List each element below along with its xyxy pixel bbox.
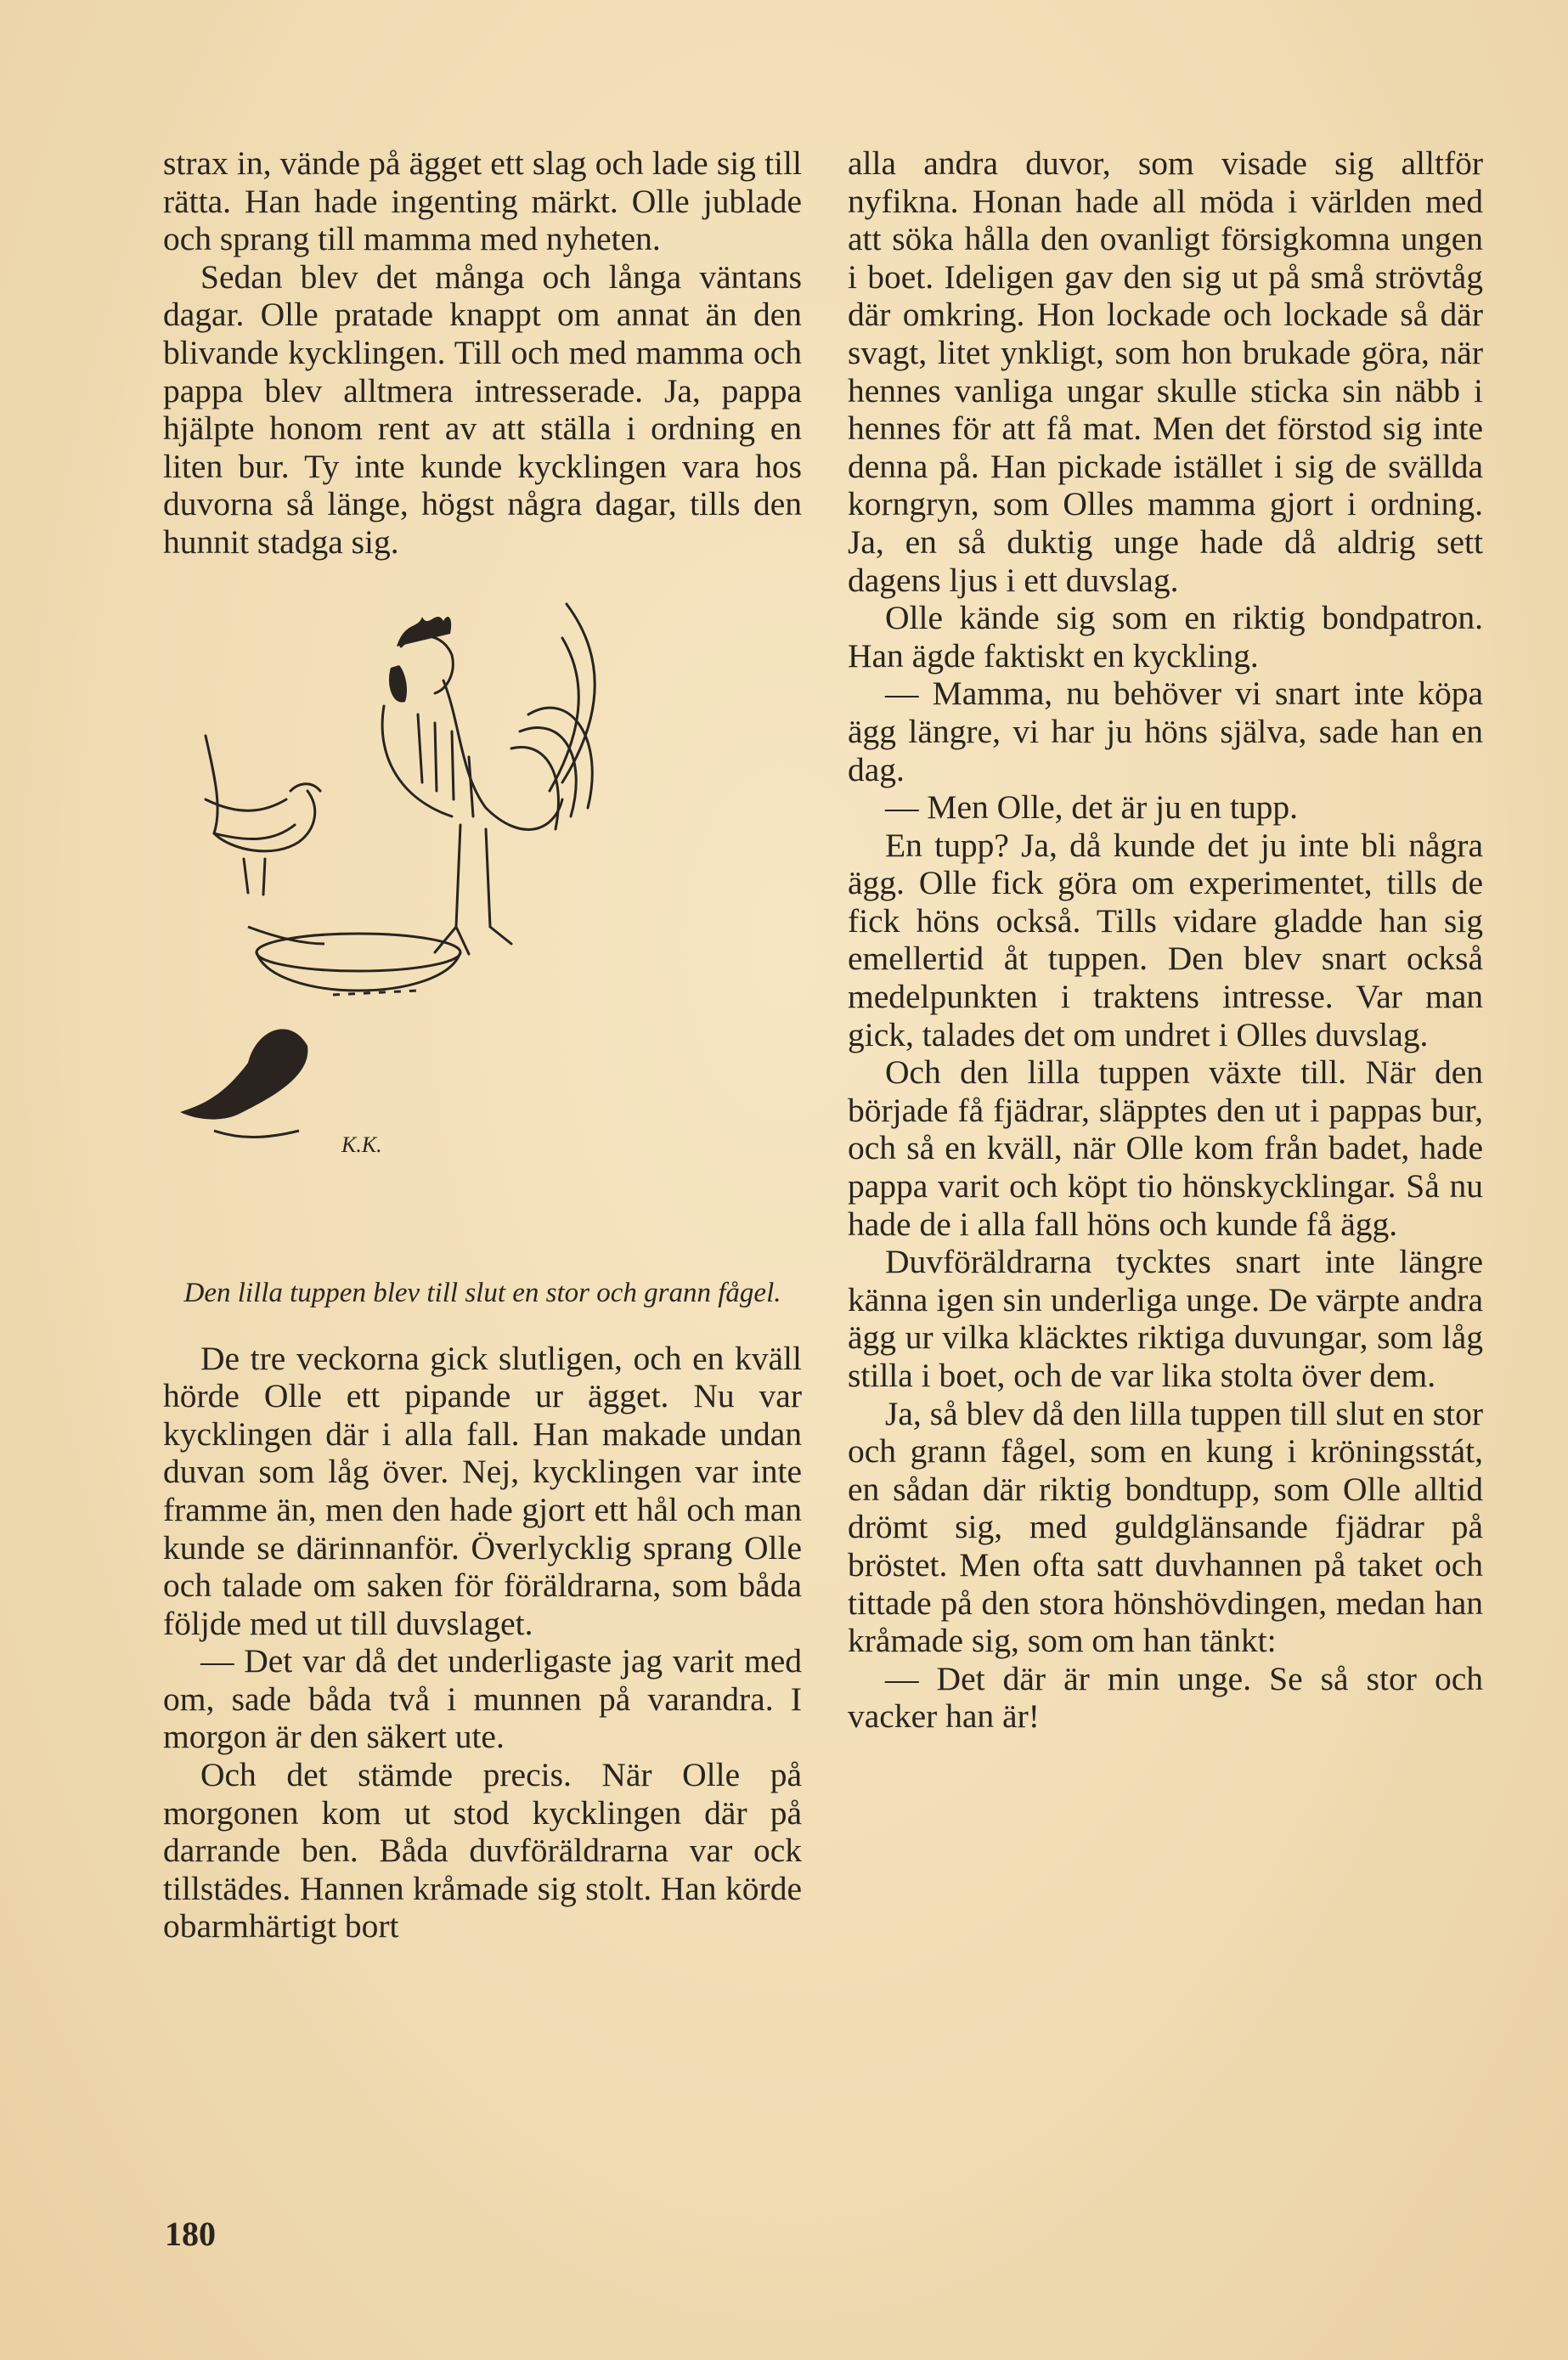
artist-signature: K.K. — [341, 1132, 382, 1157]
figure-caption: Den lilla tuppen blev till slut en stor och grann fågel. — [183, 1277, 781, 1308]
paragraph: Ja, så blev då den lilla tuppen till slut en stor och grann fågel, som en kung i kröningsstát, en sådan där riktig bondtupp, som Olle alltid drömt sig, med guldglänsande fjädrar på bröstet. Men ofta satt duvhannen på taket och tittade på den stora hönshövdingen, medan han kråmade sig, som om han tänkt: — [848, 1394, 1483, 1660]
paragraph: Och det stämde precis. När Olle på morgonen kom ut stod kycklingen där på darrande ben. Båda duvföräldrarna var ock tillstädes. Hannen kråmade sig stolt. Han körde obarmhärtigt bort — [163, 1756, 802, 1945]
paragraph: Olle kände sig som en riktig bondpatron. Han ägde faktiskt en kyckling. — [848, 599, 1483, 675]
paragraph: — Men Olle, det är ju en tupp. — [885, 788, 1298, 827]
right-column — [848, 144, 1483, 1736]
right-text — [848, 144, 1483, 1736]
illustration — [163, 587, 802, 1267]
left-bottom-text — [163, 1340, 802, 1946]
paragraph: alla andra duvor, som visade sig alltför nyfikna. Honan hade all möda i världen med att söka hålla den ovanligt försigkomna ungen i boet. Ideligen gav den sig ut på små strövtåg där omkring. Hon lockade och lockade så där svagt, litet ynkligt, som hon brukade göra, när hennes vanliga ungar skulle sticka sin näbb i hennes för att få mat. Men det förstod sig inte denna på. Han pickade istället i sig de svällda korngryn, som Olles mamma gjort i ordning. Ja, en så duktig unge hade då aldrig sett dagens ljus i ett duvslag. — [848, 144, 1483, 599]
paragraph: Sedan blev det många och långa väntans dagar. Olle pratade knappt om annat än den blivande kycklingen. Till och med mamma och pappa blev alltmera intresserade. Ja, pappa hjälpte honom rent av att ställa i ordning en liten bur. Ty inte kunde kycklingen vara hos duvorna så länge, högst några dagar, tills den hunnit stadga sig. — [163, 257, 802, 561]
paragraph: — Mamma, nu behöver vi snart inte köpa ägg längre, vi har ju höns själva, sade han en dag. — [848, 675, 1483, 788]
paragraph: De tre veckorna gick slutligen, och en kväll hörde Olle ett pipande ur ägget. Nu var kycklingen där i alla fall. Han makade undan duvan som låg över. Nej, kycklingen var inte framme än, men den hade gjort ett hål och man kunde se därinnanför. Överlycklig sprang Olle och talade om saken för föräldrarna, som båda följde med ut till duvslaget. — [163, 1339, 802, 1642]
paragraph: — Det var då det underligaste jag varit med om, sade båda två i munnen på varandra. I morgon är den säkert ute. — [163, 1642, 802, 1756]
paragraph: En tupp? Ja, då kunde det ju inte bli några ägg. Olle fick göra om experimentet, tills de fick höns också. Tills vidare gladde han sig emellertid åt tuppen. Den blev snart också medelpunkten i traktens intresse. Var man gick, talades det om undret i Olles duvslag. — [848, 826, 1483, 1053]
page-number: 180 — [165, 2215, 216, 2253]
paragraph: Och den lilla tuppen växte till. När den började få fjädrar, släpptes den ut i pappas bur, och så en kväll, när Olle kom från badet, hade pappa varit och köpt tio hönskycklingar. Så nu hade de i alla fall höns och kunde få ägg. — [848, 1053, 1483, 1243]
paragraph: — Det där är min unge. Se så stor och vacker han är! — [848, 1659, 1483, 1736]
rooster-hen-pigeon-drawing — [163, 587, 802, 1267]
left-column — [163, 144, 802, 1945]
left-top-text — [163, 144, 802, 562]
paragraph: Duvföräldrarna tycktes snart inte längre känna igen sin underliga unge. De värpte andra ägg ur vilka kläcktes riktiga duvungar, som låg stilla i boet, och de var lika stolta över dem. — [848, 1243, 1483, 1394]
paragraph: strax in, vände på ägget ett slag och lade sig till rätta. Han hade ingenting märkt. Olle jublade och sprang till mamma med nyheten. — [163, 144, 802, 258]
